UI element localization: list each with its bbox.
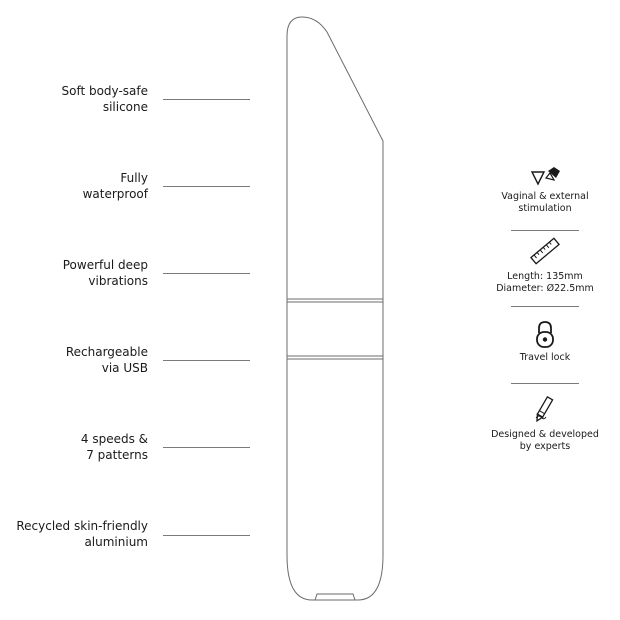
padlock-icon [524, 320, 566, 350]
divider [511, 383, 579, 384]
feature-line: waterproof [82, 187, 148, 201]
feature-line: vibrations [88, 274, 148, 288]
spec-line: Diameter: Ø22.5mm [496, 283, 594, 294]
pen-icon [524, 392, 566, 422]
spec-line: Designed & developed [491, 429, 599, 440]
feature-line: silicone [102, 100, 148, 114]
spec-designed [480, 429, 610, 453]
spec-travel-lock [480, 352, 610, 364]
divider [511, 306, 579, 307]
triangles-icon [524, 164, 566, 188]
spec-line: Length: 135mm [507, 271, 583, 282]
divider [511, 230, 579, 231]
spec-line: by experts [519, 441, 571, 452]
feature-line: aluminium [84, 535, 148, 549]
feature-line: 4 speeds & [80, 432, 148, 446]
feature-line: via USB [101, 361, 148, 375]
feature-line: 7 patterns [86, 448, 148, 462]
feature-line: Powerful deep [62, 258, 148, 272]
spec-stimulation [480, 191, 610, 215]
feature-line: Rechargeable [65, 345, 148, 359]
spec-line: Travel lock [519, 352, 571, 363]
spec-dimensions [480, 271, 610, 295]
ruler-icon [524, 236, 566, 266]
feature-line: Soft body-safe [61, 84, 148, 98]
spec-line: stimulation [518, 203, 572, 214]
spec-line: Vaginal & external [501, 191, 589, 202]
feature-line: Fully [120, 171, 148, 185]
feature-line: Recycled skin-friendly [16, 519, 148, 533]
